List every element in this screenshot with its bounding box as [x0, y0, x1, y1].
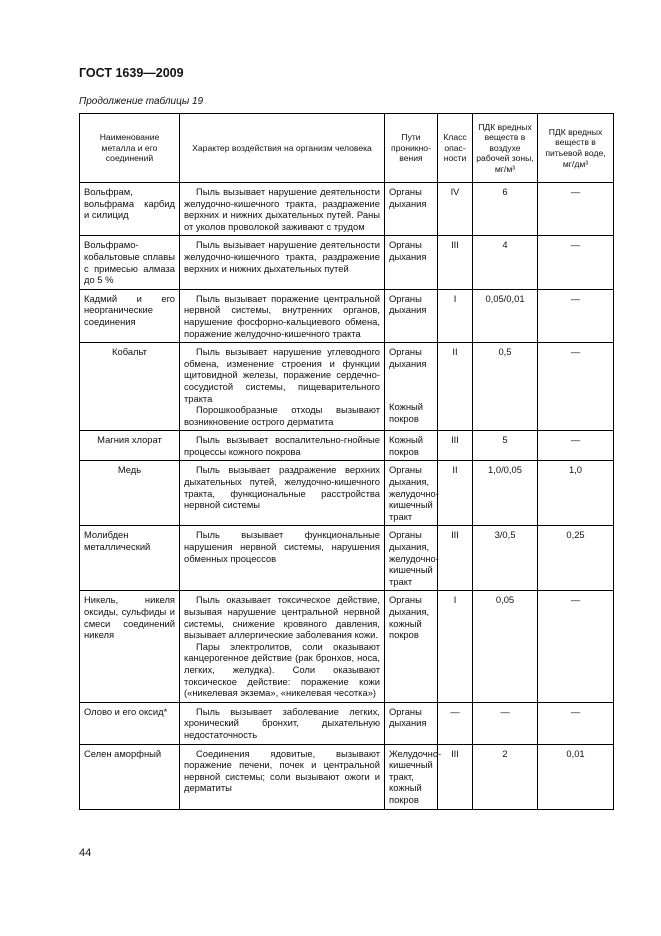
- table-row: [80, 461, 614, 526]
- effect-text: Пыль вызывает воспалительно-гнойные процессы кожного покрова: [184, 434, 380, 457]
- table-caption: Продолжение таблицы 19: [79, 96, 204, 107]
- route-text: Кожный покров: [389, 401, 423, 424]
- pdk-air: 6: [473, 183, 538, 236]
- hazard-class: III: [438, 526, 473, 591]
- col-header-route: Пути проникно-вения: [385, 114, 438, 183]
- metal-name: Молибден металлический: [80, 526, 180, 591]
- effect-cell: [180, 343, 385, 431]
- pdk-water: —: [538, 236, 614, 289]
- effect-text: Пыль вызывает нарушение углеводного обмена, изменение строения и функции щитовидной железы, поражение сердечно-сосудистой системы, пищеварительного тракта: [184, 346, 380, 404]
- pdk-air: 1,0/0,05: [473, 461, 538, 526]
- table-row: [80, 183, 614, 236]
- pdk-air: 5: [473, 431, 538, 461]
- route-cell: Органы дыхания, кожный покров: [385, 591, 438, 702]
- metal-name: Олово и его оксид*: [80, 702, 180, 744]
- pdk-air: 4: [473, 236, 538, 289]
- route-cell: Органы дыхания: [385, 289, 438, 342]
- metal-name: Вольфрам, вольфрама карбид и силицид: [80, 183, 180, 236]
- pdk-water: 0,25: [538, 526, 614, 591]
- route-cell: Органы дыхания, желудочно-кишечный тракт: [385, 461, 438, 526]
- route-text: Органы дыхания: [389, 346, 427, 369]
- pdk-water: —: [538, 289, 614, 342]
- effect-text: Соединения ядовитые, вызывают поражение печени, почек и центральной нервной системы; соли вызывают ожоги и дерматиты: [184, 747, 380, 794]
- effect-cell: [180, 431, 385, 461]
- effect-text: Пыль вызывает раздражение верхних дыхательных путей, желудочно-кишечного тракта, функциональные расстройства нервной системы: [184, 464, 380, 511]
- col-header-pdk-water: ПДК вредных веществ в питьевой воде, мг/дм³: [538, 114, 614, 183]
- pdk-air: 0,05/0,01: [473, 289, 538, 342]
- metal-name: Магния хлорат: [80, 431, 180, 461]
- hazard-class: III: [438, 431, 473, 461]
- page-number: 44: [79, 847, 92, 859]
- hazard-class: III: [438, 236, 473, 289]
- effect-cell: [180, 183, 385, 236]
- col-header-pdk-air: ПДК вредных веществ в воздухе рабочей зоны, мг/м³: [473, 114, 538, 183]
- col-header-effect: Характер воздействия на организм человека: [180, 114, 385, 183]
- effect-text: Порошкообразные отходы вызывают возникновение острого дерматита: [184, 404, 380, 427]
- route-cell: Кожный покров: [385, 431, 438, 461]
- table-row: [80, 431, 614, 461]
- effect-cell: [180, 526, 385, 591]
- effect-cell: [180, 289, 385, 342]
- table-row: [80, 236, 614, 289]
- hazard-class: III: [438, 744, 473, 809]
- metal-name: Никель, никеля оксиды, сульфиды и смеси соединений никеля: [80, 591, 180, 702]
- pdk-air: 2: [473, 744, 538, 809]
- col-header-class: Класс опас-ности: [438, 114, 473, 183]
- hazard-class: IV: [438, 183, 473, 236]
- effect-cell: [180, 702, 385, 744]
- table-row: [80, 744, 614, 809]
- hazard-class: II: [438, 461, 473, 526]
- route-cell: Органы дыхания: [385, 236, 438, 289]
- metal-name: Кадмий и его неорганические соединения: [80, 289, 180, 342]
- pdk-air: 3/0,5: [473, 526, 538, 591]
- table-header-row: [80, 114, 614, 183]
- table-row: [80, 289, 614, 342]
- effect-text: Пыль вызывает нарушение деятельности желудочно-кишечного тракта, раздражение верхних и нижних дыхательных путей. Раны от уколов проволокой заживают с трудом: [184, 186, 380, 232]
- pdk-water: —: [538, 343, 614, 431]
- route-cell: Органы дыхания: [385, 702, 438, 744]
- effect-text: Пыль вызывает поражение центральной нервной системы, внутренних органов, нарушение фосфорно-кальциевого обмена, поражение желудочно-кишечного тракта: [184, 292, 380, 339]
- pdk-water: —: [538, 591, 614, 702]
- hazard-class: II: [438, 343, 473, 431]
- pdk-air: 0,5: [473, 343, 538, 431]
- pdk-water: 1,0: [538, 461, 614, 526]
- effect-text: Пары электролитов, соли оказывают канцерогенное действие (рак бронхов, носа, легких, желудка). Соли оказывают токсическое действие: поражение кожи («никелевая экзема», «никелевая чесотка»): [184, 640, 380, 699]
- hazard-table: [79, 113, 614, 810]
- effect-cell: [180, 461, 385, 526]
- table-row: [80, 591, 614, 702]
- route-cell: Органы дыхания: [385, 183, 438, 236]
- effect-cell: [180, 591, 385, 702]
- route-cell: Органы дыхания, желудочно-кишечный тракт: [385, 526, 438, 591]
- metal-name: Селен аморфный: [80, 744, 180, 809]
- metal-name: Вольфрамо-кобальтовые сплавы с примесью алмаза до 5 %: [80, 236, 180, 289]
- effect-cell: [180, 744, 385, 809]
- pdk-water: —: [538, 183, 614, 236]
- pdk-water: 0,01: [538, 744, 614, 809]
- col-header-name: Наименование металла и его соединений: [80, 114, 180, 183]
- metal-name: Кобальт: [80, 343, 180, 431]
- hazard-class: —: [438, 702, 473, 744]
- effect-text: Пыль вызывает нарушение деятельности желудочно-кишечного тракта, раздражение верхних и нижних дыхательных путей: [184, 239, 380, 274]
- table-row: [80, 343, 614, 431]
- pdk-water: —: [538, 702, 614, 744]
- pdk-air: —: [473, 702, 538, 744]
- hazard-class: I: [438, 591, 473, 702]
- document-header: ГОСТ 1639—2009: [79, 66, 184, 80]
- effect-cell: [180, 236, 385, 289]
- hazard-class: I: [438, 289, 473, 342]
- pdk-air: 0,05: [473, 591, 538, 702]
- effect-text: Пыль вызывает функциональные нарушения нервной системы, нарушения обменных процессов: [184, 529, 380, 564]
- effect-text: Пыль оказывает токсическое действие, вызывая нарушение центральной нервной системы, снижение кровяного давления, вызывает аллергические заболевания кожи.: [184, 594, 380, 641]
- table-row: [80, 526, 614, 591]
- route-cell: [385, 343, 438, 431]
- route-cell: Желудочно-кишечный тракт, кожный покров: [385, 744, 438, 809]
- effect-text: Пыль вызывает заболевание легких, хронический бронхит, дыхательную недостаточность: [184, 705, 380, 740]
- metal-name: Медь: [80, 461, 180, 526]
- table-row: [80, 702, 614, 744]
- pdk-water: —: [538, 431, 614, 461]
